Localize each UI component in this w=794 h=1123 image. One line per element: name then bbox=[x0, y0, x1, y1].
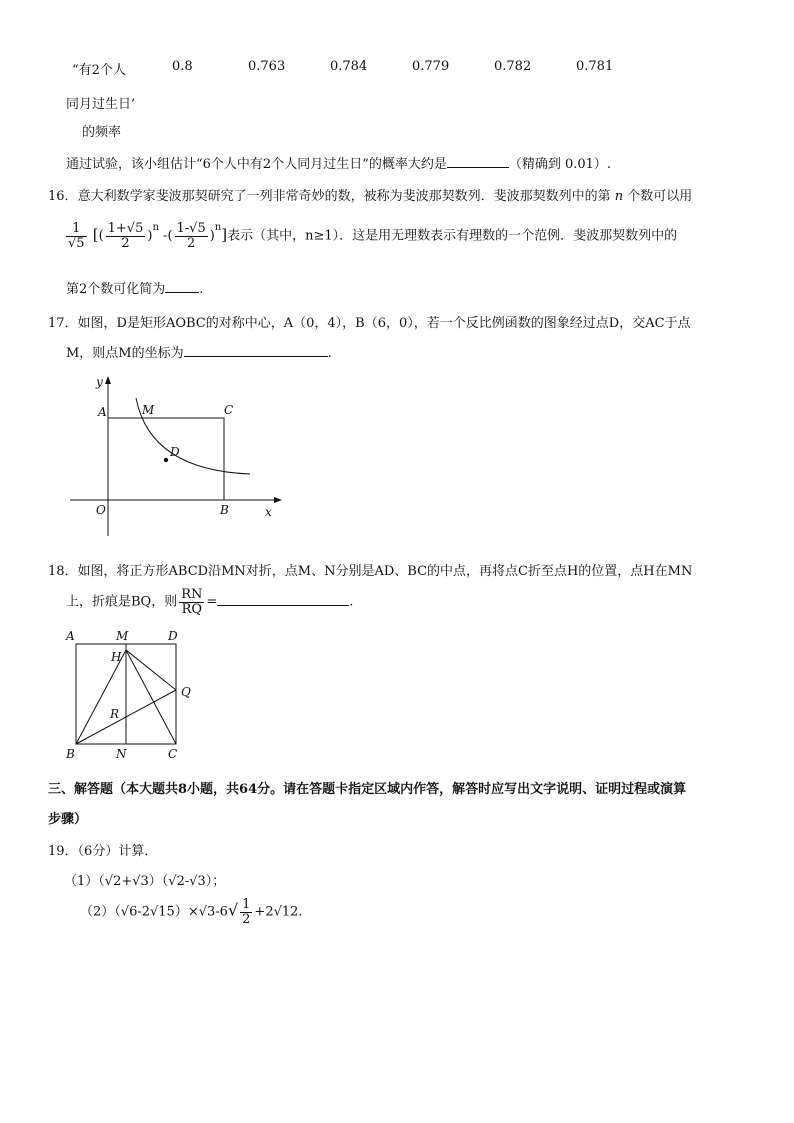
q18-line-bh bbox=[76, 650, 126, 744]
table-cell-5: 0.782 bbox=[494, 59, 532, 74]
q17-y-arrow-icon bbox=[105, 376, 111, 384]
q16-formula: $\frac{1}{√5}$ [( $\frac{1+√5}{2}$ )$^n$ -( $\frac{1-√5}{2}$ )$^n$]表示（其中，n≥1）．这是用无理数表示有理数的一个范例．斐波那契数列中的 bbox=[68, 221, 678, 251]
q16-text-b: 个数可以用 bbox=[627, 189, 693, 204]
q18-line-hc bbox=[126, 650, 176, 744]
table-cell-2: 0.763 bbox=[248, 59, 286, 74]
q18-line2: 上，折痕是BQ，则 $\frac{RN}{RQ}$ = . bbox=[66, 587, 354, 617]
q18-label-m: M bbox=[116, 629, 129, 643]
table-cell-6: 0.781 bbox=[576, 59, 614, 74]
q16-line2-text: 表示（其中，n≥1）．这是用无理数表示有理数的一个范例．斐波那契数列中的 bbox=[227, 228, 678, 244]
q17-label-x: x bbox=[265, 505, 272, 519]
q16-term2: $\frac{1-√5}{2}$ bbox=[176, 221, 206, 251]
q18-label-d: D bbox=[168, 629, 178, 643]
q17-line2: M，则点M的坐标为 . bbox=[66, 342, 332, 361]
q18-label-h: H bbox=[111, 650, 122, 664]
q16-term1: $\frac{1+√5}{2}$ bbox=[107, 221, 144, 251]
q18-label-a: A bbox=[66, 629, 75, 643]
q17-number: 17 bbox=[48, 316, 65, 331]
q18-answer-blank[interactable] bbox=[217, 591, 349, 606]
table-row-label-line1: “有2个人 bbox=[72, 63, 126, 78]
q18-label-c: C bbox=[168, 747, 178, 761]
q17-figure bbox=[60, 370, 290, 542]
q17-label-a: A bbox=[98, 405, 107, 419]
q18-line1: 18．如图，将正方形ABCD沿MN对折，点M、N分别是AD、BC的中点，再将点C折至点H的位置，点H在MN bbox=[48, 564, 693, 579]
table-cell-3: 0.784 bbox=[330, 59, 368, 74]
section3-heading-line1: 三、解答题（本大题共8小题，共64分。请在答题卡指定区域内作答，解答时应写出文字说明、证明过程或演算 bbox=[48, 782, 687, 797]
q19-part1: （1）（√2+√3）（√2-√3）； bbox=[64, 874, 226, 889]
q17-label-d: D bbox=[170, 445, 180, 459]
q17-line1: 17．如图，D是矩形AOBC的对称中心，A（0，4），B（6，0），若一个反比例函数的图象经过点D，交AC于点 bbox=[48, 316, 691, 331]
q19-header: 19．（6分）计算． bbox=[48, 844, 158, 859]
q15-conclusion bbox=[66, 153, 611, 172]
q16-coef-fraction: $\frac{1}{√5}$ bbox=[68, 221, 85, 251]
q18-label-q: Q bbox=[181, 685, 191, 699]
q18-number: 18 bbox=[48, 564, 65, 579]
q15-answer-blank[interactable] bbox=[447, 153, 509, 168]
q16-line1: 16．意大利数学家斐波那契研究了一列非常奇妙的数，被称为斐波那契数列．斐波那契数列中的第 n 个数可以用 bbox=[48, 189, 693, 204]
q16-number: 16 bbox=[48, 189, 65, 204]
q17-label-b: B bbox=[220, 503, 229, 517]
q17-label-c: C bbox=[224, 403, 234, 417]
q18-figure bbox=[62, 628, 202, 764]
q19-part2-fraction: $\frac{1}{2}$ bbox=[242, 897, 251, 927]
q19-part2: （2）（√6-2√15）×√3-6√ $\frac{1}{2}$ +2√12. bbox=[80, 897, 303, 927]
q18-fraction: $\frac{RN}{RQ}$ bbox=[181, 587, 203, 617]
q17-x-arrow-icon bbox=[274, 497, 282, 503]
table-row-label-line2: 同月过生日’ bbox=[66, 97, 136, 112]
q17-label-y: y bbox=[96, 375, 103, 389]
q18-label-n: N bbox=[116, 747, 127, 761]
q15-text-before: 通过试验，该小组估计“6个人中有2个人同月过生日”的概率大约是 bbox=[66, 157, 447, 172]
q15-text-after: （精确到 0.01）. bbox=[508, 157, 612, 172]
q18-label-r: R bbox=[110, 707, 120, 721]
q17-point-d bbox=[164, 458, 168, 462]
q16-n: n bbox=[614, 189, 624, 204]
q16-text-a: 意大利数学家斐波那契研究了一列非常奇妙的数，被称为斐波那契数列．斐波那契数列中的第 bbox=[77, 189, 611, 204]
q16-line3: 第2个数可化简为 . bbox=[66, 278, 203, 297]
q18-label-b: B bbox=[66, 747, 75, 761]
q16-answer-blank[interactable] bbox=[165, 278, 199, 293]
q17-label-m: M bbox=[142, 403, 155, 417]
q18-line-hq bbox=[126, 650, 176, 690]
table-cell-4: 0.779 bbox=[412, 59, 450, 74]
table-cell-1: 0.8 bbox=[172, 59, 193, 74]
q17-answer-blank[interactable] bbox=[184, 342, 328, 357]
table-row-label-line3: 的频率 bbox=[82, 125, 122, 140]
q17-label-o: O bbox=[96, 503, 106, 517]
section3-heading-line2: 步骤） bbox=[48, 812, 88, 827]
